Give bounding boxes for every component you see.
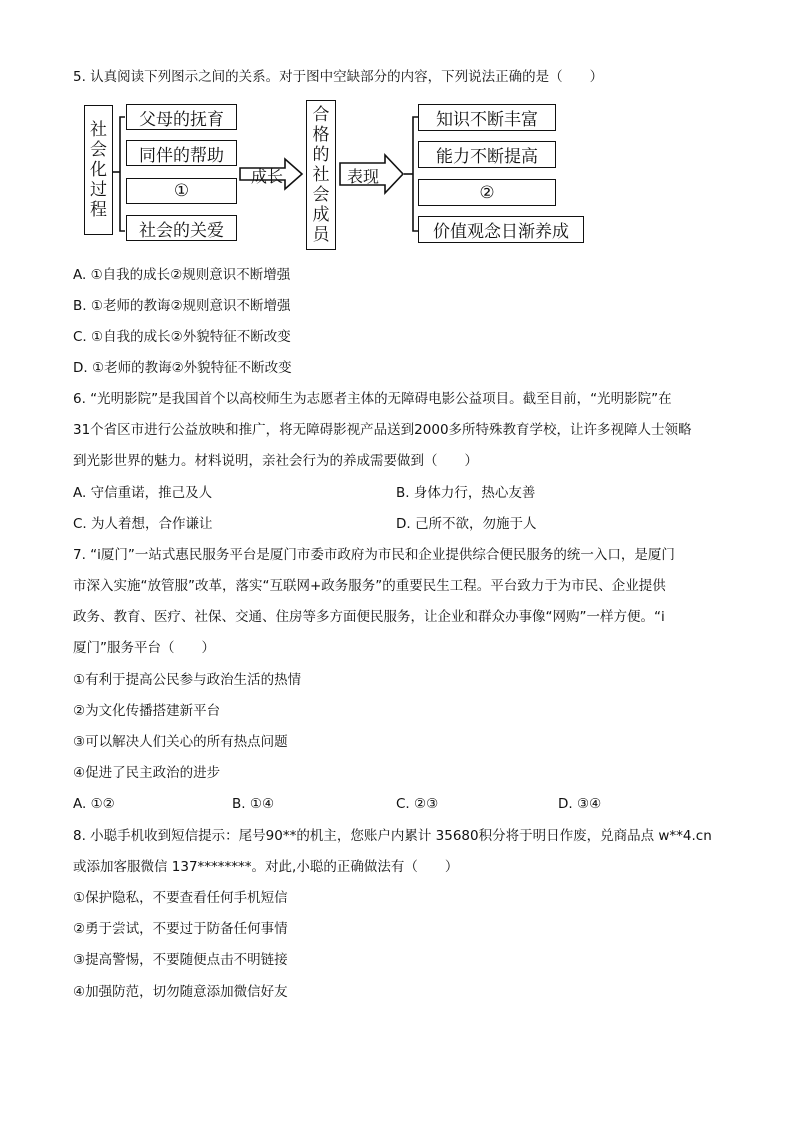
q8-statement-4: ④加强防范，切勿随意添加微信好友 [73,984,288,1000]
vtext: 社 [90,120,107,140]
q6-stem-line-3: 到光影世界的魅力。材料说明，亲社会行为的养成需要做到（ ） [73,453,478,469]
right-item-1: 知识不断丰富 [418,104,556,131]
q6-stem-line-1: 6. “光明影院”是我国首个以高校师生为志愿者主体的无障碍电影公益项目。截至目前，“光明影院”在 [73,391,672,407]
q5-stem: 5. 认真阅读下列图示之间的关系。对于图中空缺部分的内容，下列说法正确的是（ ） [73,69,604,85]
q7-statement-4: ④促进了民主政治的进步 [73,765,221,781]
q6-option-c[interactable]: C. 为人着想，合作谦让 [73,516,213,532]
arrow2-label: 表现 [347,167,380,186]
q7-option-c[interactable]: C. ②③ [396,796,439,812]
diagram-connectors [0,0,794,260]
right-item-4: 价值观念日渐养成 [418,216,584,243]
q7-option-d[interactable]: D. ③④ [558,796,602,812]
vtext: 会 [90,140,107,160]
q7-statement-2: ②为文化传播搭建新平台 [73,703,221,719]
q5-option-c[interactable]: C. ①自我的成长②外貌特征不断改变 [73,329,291,345]
q8-stem-line-1: 8. 小聪手机收到短信提示：尾号90**的机主，您账户内累计 35680积分将于明日作废，兑商品点 w**4.cn [73,828,712,844]
vtext: 会 [312,185,330,205]
q7-statement-3: ③可以解决人们关心的所有热点问题 [73,734,288,750]
left-item-2: 同伴的帮助 [126,140,237,166]
vtext: 合 [312,105,330,125]
q6-stem-line-2: 31个省区市进行公益放映和推广，将无障碍影视产品送到2000多所特殊教育学校，让许多视障人士领略 [73,422,692,438]
left-item-4: 社会的关爱 [126,215,237,241]
q6-option-b[interactable]: B. 身体力行，热心友善 [396,485,536,501]
q7-stem-line-4: 厦门”服务平台（ ） [73,640,215,656]
q8-statement-2: ②勇于尝试，不要过于防备任何事情 [73,921,288,937]
vtext: 员 [312,225,330,245]
q5-option-b[interactable]: B. ①老师的教诲②规则意识不断增强 [73,298,291,314]
vtext: 的 [312,145,330,165]
q7-statement-1: ①有利于提高公民参与政治生活的热情 [73,672,302,688]
socialization-process-box [84,105,113,235]
q5-option-a[interactable]: A. ①自我的成长②规则意识不断增强 [73,267,291,283]
right-item-3-blank: ② [418,179,556,206]
q7-stem-line-3: 政务、教育、医疗、社保、交通、住房等多方面便民服务，让企业和群众办事像“网购”一样方便。“i [73,609,665,625]
vtext: 成 [312,205,330,225]
q5-option-d[interactable]: D. ①老师的教诲②外貌特征不断改变 [73,360,292,376]
q7-option-b[interactable]: B. ①④ [232,796,275,812]
vtext: 格 [312,125,330,145]
arrow1-label: 成长 [251,167,284,186]
left-item-1: 父母的抚育 [126,104,237,130]
vtext: 化 [90,160,107,180]
q7-option-a[interactable]: A. ①② [73,796,115,812]
right-item-2: 能力不断提高 [418,141,556,168]
qualified-member-box [306,100,336,250]
q7-stem-line-1: 7. “i厦门”一站式惠民服务平台是厦门市委市政府为市民和企业提供综合便民服务的统一入口，是厦门 [73,547,675,563]
left-item-3-blank: ① [126,178,237,204]
vtext: 过 [90,180,107,200]
vtext: 社 [312,165,330,185]
q8-stem-line-2: 或添加客服微信 137********。对此,小聪的正确做法有（ ） [73,859,459,875]
vtext: 程 [90,200,107,220]
q7-stem-line-2: 市深入实施“放管服”改革，落实“互联网+政务服务”的重要民生工程。平台致力于为市民、企业提供 [73,578,666,594]
q6-option-d[interactable]: D. 己所不欲，勿施于人 [396,516,537,532]
q6-option-a[interactable]: A. 守信重诺，推己及人 [73,485,213,501]
q8-statement-3: ③提高警惕，不要随便点击不明链接 [73,952,288,968]
q8-statement-1: ①保护隐私，不要查看任何手机短信 [73,890,288,906]
